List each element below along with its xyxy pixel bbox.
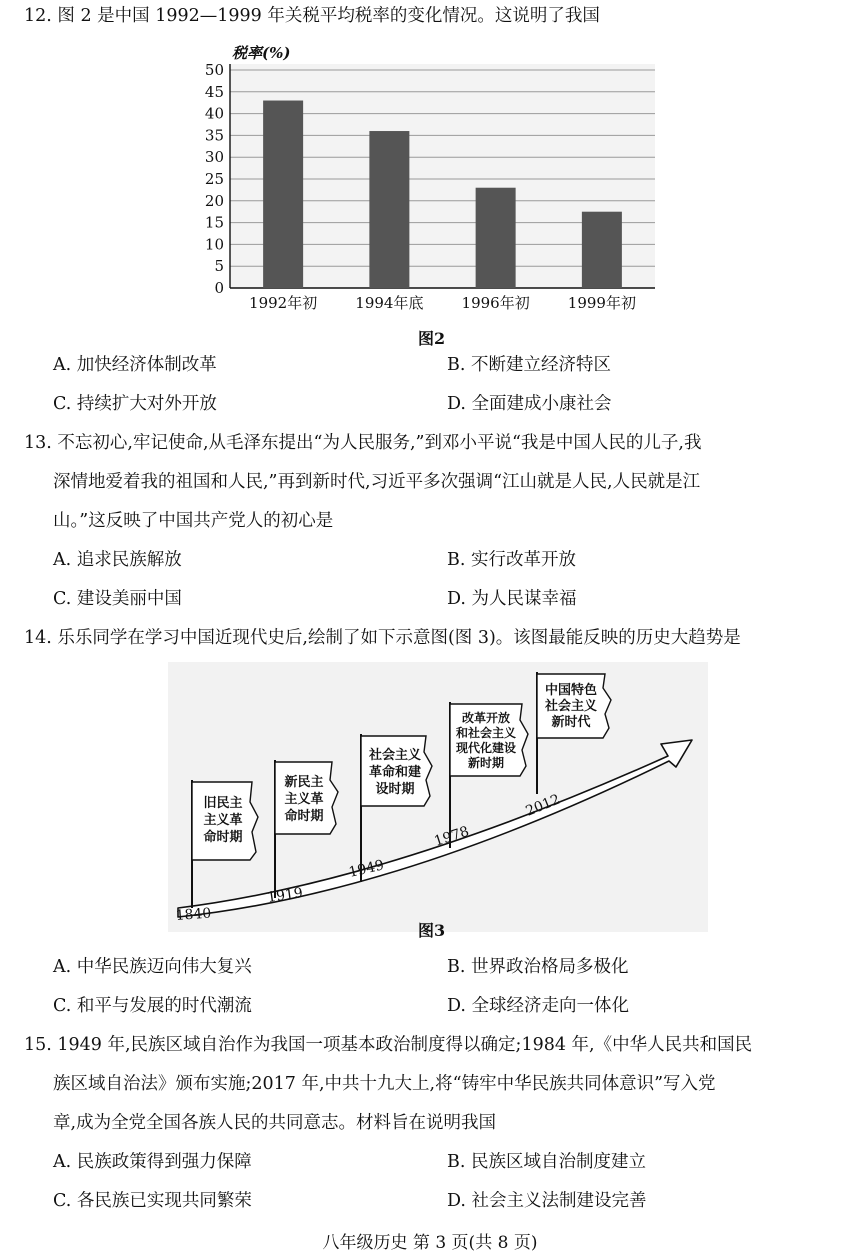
y-tick-label: 25 [204,170,224,188]
history-timeline-diagram [168,662,708,932]
option-14-c[interactable]: C. 和平与发展的时代潮流 [53,996,252,1016]
option-13-c[interactable]: C. 建设美丽中国 [53,589,182,609]
option-13-d[interactable]: D. 为人民谋幸福 [447,589,577,609]
flag-4-line-3: 现代化建设 [455,741,517,755]
tariff-bar-chart [200,40,660,360]
flag-1-line-1: 旧民主 [203,796,243,811]
question-15-line-1: 15. 1949 年,民族区域自治作为我国一项基本政治制度得以确定;1984 年,《中华人民共和国民 [24,1035,753,1055]
option-12-d[interactable]: D. 全面建成小康社会 [447,394,612,414]
bar-2 [369,131,409,288]
x-tick-label: 1992年初 [249,294,318,312]
question-15-line-2: 族区域自治法》颁布实施;2017 年,中共十九大上,将“铸牢中华民族共同体意识”写入党 [53,1074,716,1094]
question-12-stem: 12. 图 2 是中国 1992—1999 年关税平均税率的变化情况。这说明了我国 [24,6,600,26]
figure-3-caption: 图3 [418,921,446,940]
y-tick-label: 30 [204,148,224,167]
flag-2-line-2: 主义革 [284,792,324,807]
option-14-a[interactable]: A. 中华民族迈向伟大复兴 [53,957,252,977]
option-13-b[interactable]: B. 实行改革开放 [447,550,576,570]
option-15-b[interactable]: B. 民族区域自治制度建立 [447,1152,646,1172]
bar-1 [263,101,303,288]
flag-5-line-2: 社会主义 [544,699,598,714]
question-15-line-3: 章,成为全党全国各族人民的共同意志。材料旨在说明我国 [53,1113,497,1133]
year-1919: 1919 [266,885,304,906]
y-tick-label: 45 [204,82,224,101]
year-1840: 1840 [175,905,212,924]
year-2012: 2012 [523,791,563,820]
x-tick-label: 1999年初 [567,294,636,312]
question-13-line-2: 深情地爱着我的祖国和人民,”再到新时代,习近平多次强调“江山就是人民,人民就是江 [53,472,701,492]
flag-3-line-1: 社会主义 [368,748,422,763]
bar-4 [582,212,622,288]
option-14-b[interactable]: B. 世界政治格局多极化 [447,957,629,977]
flag-5-line-3: 新时代 [551,715,591,730]
flag-3-line-3: 设时期 [375,782,415,797]
question-13-line-1: 13. 不忘初心,牢记使命,从毛泽东提出“为人民服务,”到邓小平说“我是中国人民的儿子,我 [24,433,702,453]
option-13-a[interactable]: A. 追求民族解放 [53,550,182,570]
flag-4-line-2: 和社会主义 [455,726,517,740]
y-tick-label: 35 [204,126,224,145]
flag-1-line-2: 主义革 [203,813,243,828]
option-12-c[interactable]: C. 持续扩大对外开放 [53,394,217,414]
y-tick-label: 10 [204,235,224,254]
flag-4-line-4: 新时期 [467,756,505,770]
option-15-a[interactable]: A. 民族政策得到强力保障 [53,1152,252,1172]
y-tick-label: 0 [214,279,224,297]
flag-3-line-2: 革命和建 [368,765,422,780]
y-tick-label: 15 [204,213,224,232]
question-14-stem: 14. 乐乐同学在学习中国近现代史后,绘制了如下示意图(图 3)。该图最能反映的历史大趋势是 [24,628,741,648]
flag-2-line-1: 新民主 [284,775,324,790]
x-tick-label: 1996年初 [461,294,530,312]
option-12-a[interactable]: A. 加快经济体制改革 [53,355,217,375]
y-tick-label: 20 [204,191,224,210]
y-tick-label: 50 [204,61,224,79]
year-1949: 1949 [347,857,386,881]
option-15-d[interactable]: D. 社会主义法制建设完善 [447,1191,647,1211]
option-14-d[interactable]: D. 全球经济走向一体化 [447,996,630,1016]
option-12-b[interactable]: B. 不断建立经济特区 [447,355,611,375]
flag-4-line-1: 改革开放 [461,711,511,725]
figure-2-caption: 图2 [418,329,446,348]
y-tick-label: 5 [214,257,224,276]
flag-2-line-3: 命时期 [284,809,324,824]
y-tick-label: 40 [204,104,224,123]
option-15-c[interactable]: C. 各民族已实现共同繁荣 [53,1191,252,1211]
chart-y-axis-label: 税率(%) [232,44,291,62]
page-footer: 八年级历史 第 3 页(共 8 页) [322,1233,538,1253]
flag-5-line-1: 中国特色 [544,683,598,698]
flag-1-line-3: 命时期 [203,830,243,845]
year-1978: 1978 [432,823,472,850]
bar-3 [476,188,516,288]
question-13-line-3: 山。”这反映了中国共产党人的初心是 [53,511,334,531]
x-tick-label: 1994年底 [355,294,424,312]
